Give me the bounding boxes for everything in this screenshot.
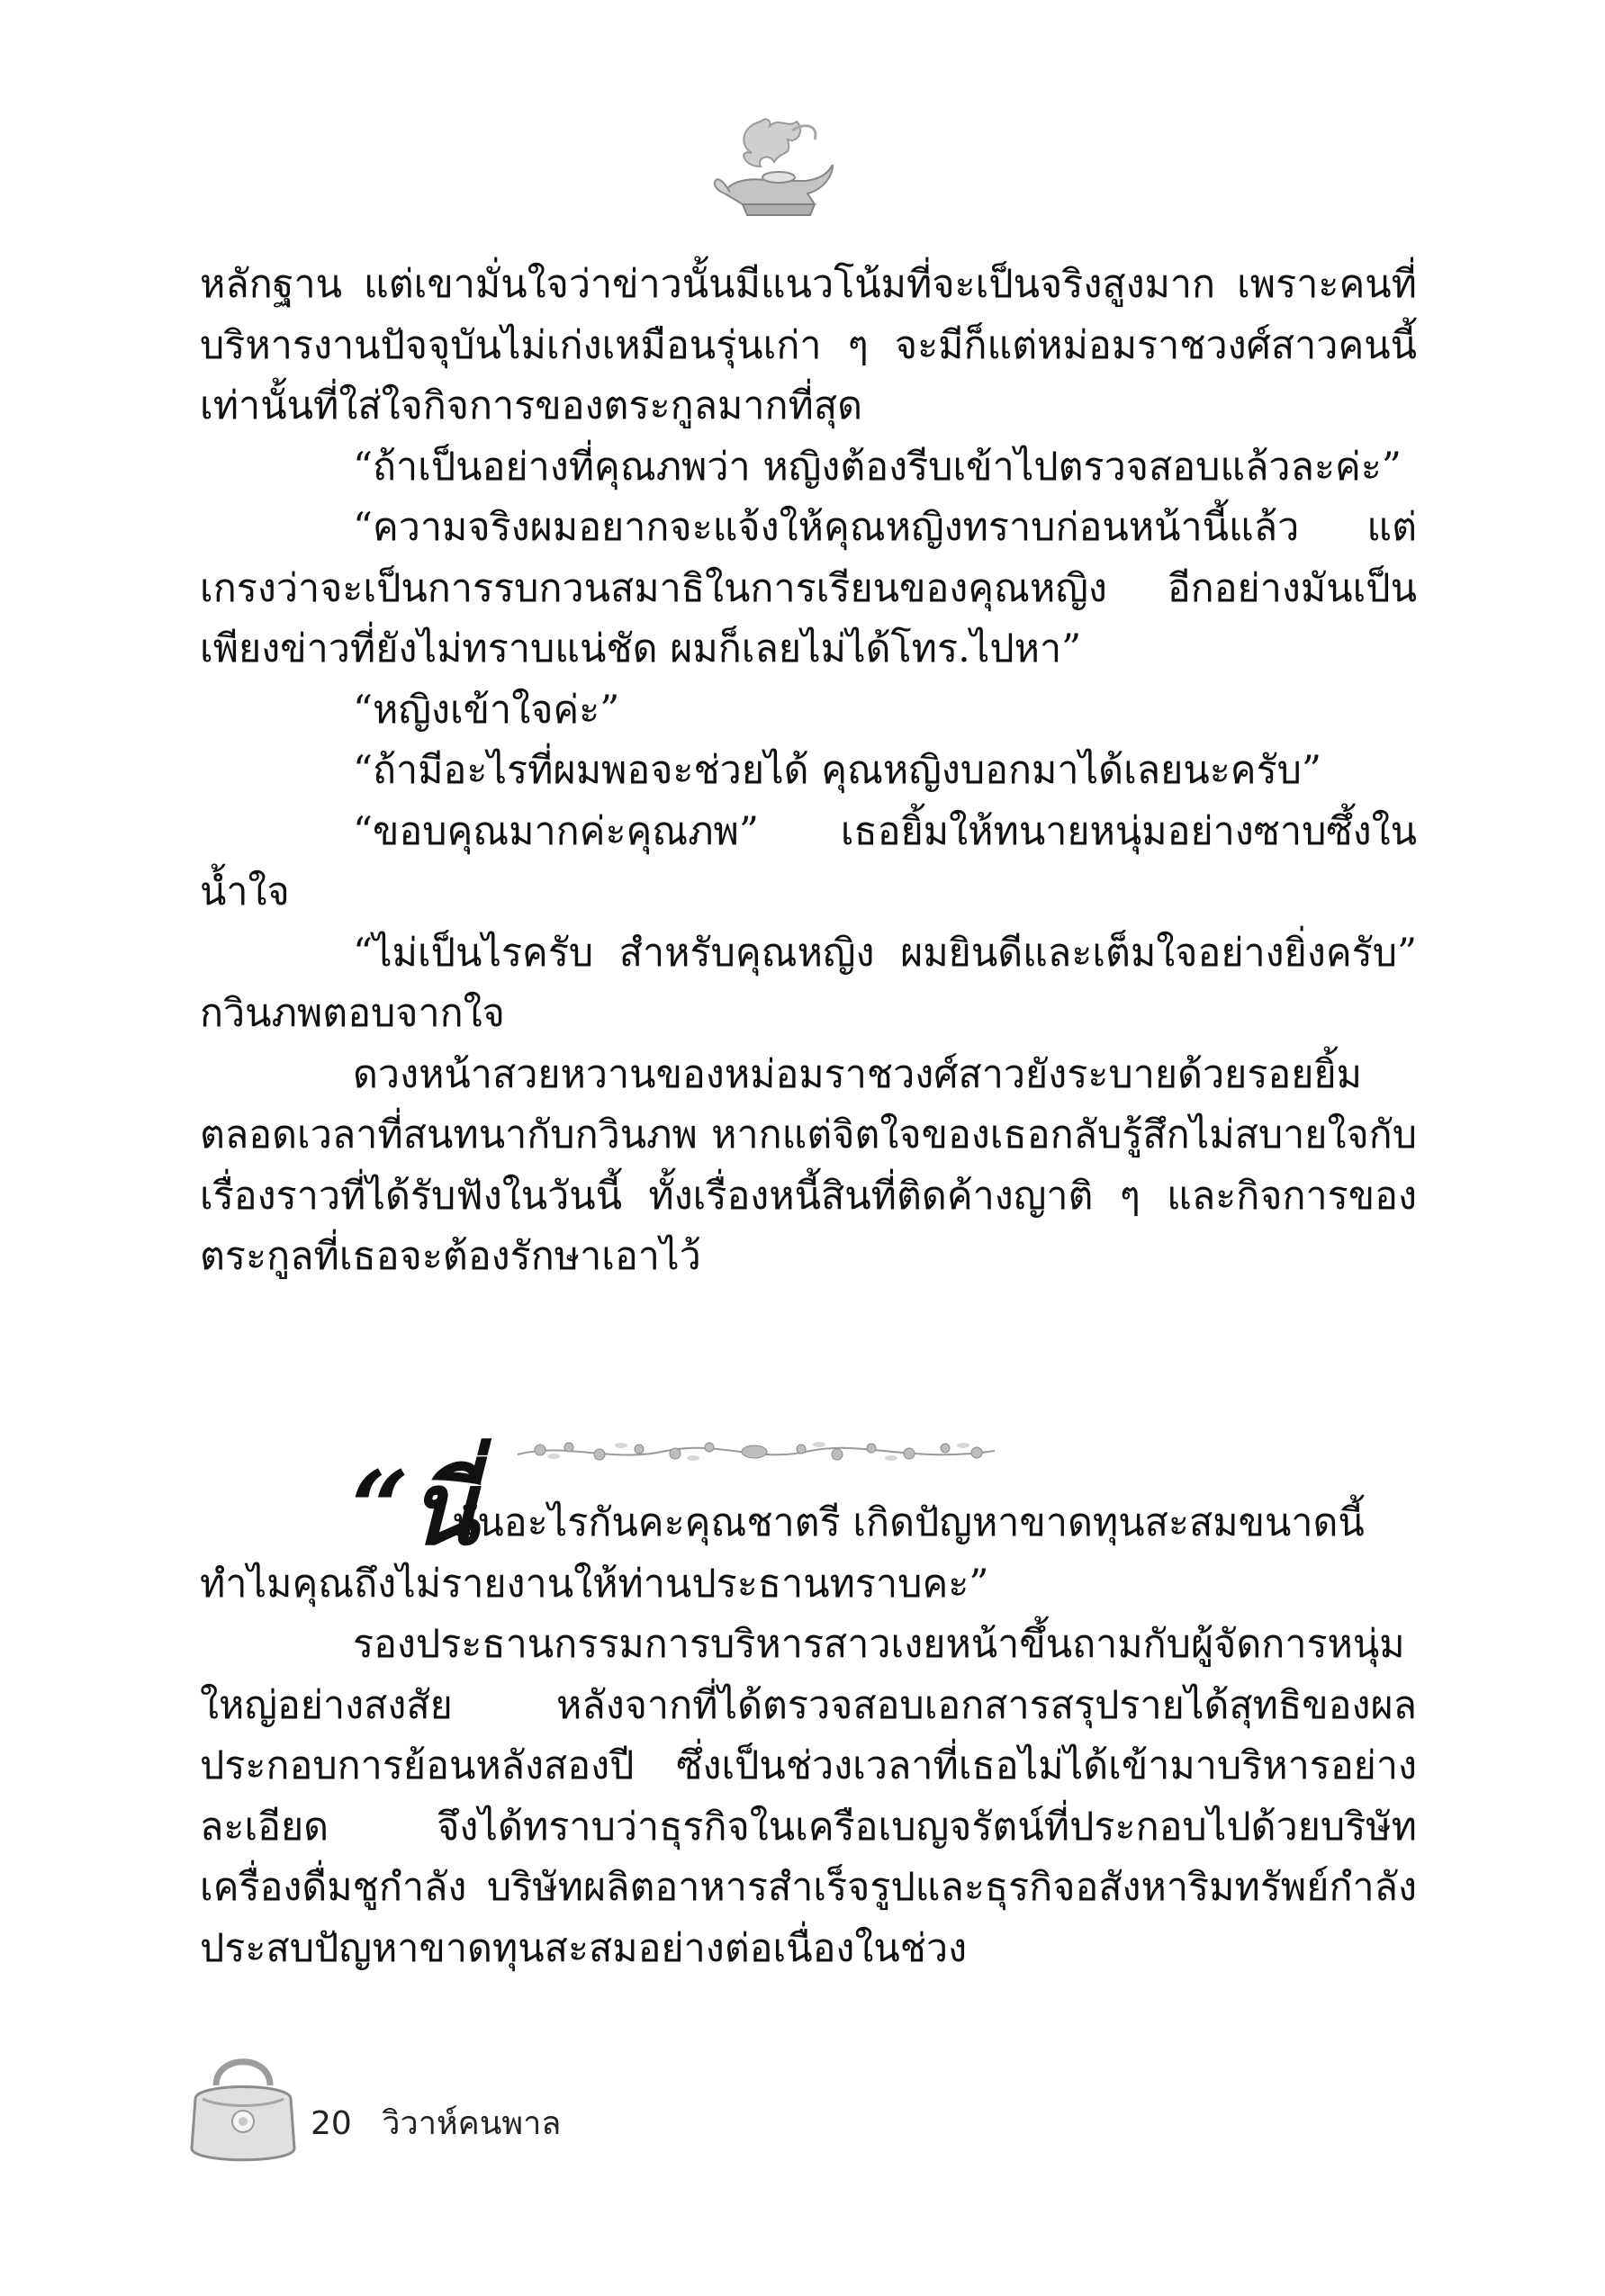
paragraph: “ถ้าเป็นอย่างที่คุณภพว่า หญิงต้องรีบเข้าไปตรวจสอบแล้วละค่ะ” — [353, 444, 1402, 490]
text-section-two — [200, 1450, 1417, 1979]
genie-lamp-icon — [707, 104, 842, 239]
dropcap-paragraph-start — [200, 1450, 1417, 1568]
floral-vine-divider-icon — [513, 1436, 999, 1467]
dropcap: “นี่ — [351, 1450, 478, 1568]
paragraph: ทำไมคุณถึงไม่รายงานให้ท่านประธานทราบคะ” — [200, 1561, 989, 1607]
paragraph: “ขอบคุณมากค่ะคุณภพ” เธอยิ้มให้ทนายหนุ่มอย่างซาบซึ้งในน้ำใจ — [200, 808, 1417, 914]
paragraph: รองประธานกรรมการบริหารสาวเงยหน้าขึ้นถามกับผู้จัดการหนุ่มใหญ่อย่างสงสัย หลังจากที่ได้ตรวจสอบเอกสารสรุปรายได้สุทธิของผลประกอบการย้อนหลังสองปี ซึ่งเป็นช่วงเวลาที่เธอไม่ได้เข้ามาบริหารอย่างละเอียด จึงได้ทราบว่าธุรกิจในเครือเบญจรัตน์ที่ประกอบไปด้วยบริษัทเครื่องดื่มชูกำลัง บริษัทผลิตอาหารสำเร็จรูปและธุรกิจอสังหาริมทรัพย์กำลังประสบปัญหาขาดทุนสะสมอย่างต่อเนื่องในช่วง — [200, 1622, 1417, 1971]
text-section-one — [200, 255, 1417, 1288]
page-number: 20 — [311, 2105, 352, 2142]
page-footer — [311, 2097, 561, 2148]
paragraph: “หญิงเข้าใจค่ะ” — [353, 687, 620, 733]
paragraph: “ความจริงผมอยากจะแจ้งให้คุณหญิงทราบก่อนหน้านี้แล้ว แต่เกรงว่าจะเป็นการรบกวนสมาธิในการเรียนของคุณหญิง อีกอย่างมันเป็นเพียงข่าวที่ยังไม่ทราบแน่ชัด ผมก็เลยไม่ได้โทร.ไปหา” — [200, 505, 1417, 671]
dropcap-line-text: มันอะไรกันคะคุณชาตรี เกิดปัญหาขาดทุนสะสมขนาดนี้ — [452, 1500, 1365, 1545]
paragraph: “ถ้ามีอะไรที่ผมพอจะช่วยได้ คุณหญิงบอกมาได้เลยนะครับ” — [353, 748, 1321, 793]
paragraph: ดวงหน้าสวยหวานของหม่อมราชวงศ์สาวยังระบายด้วยรอยยิ้มตลอดเวลาที่สนทนากับกวินภพ หากแต่จิตใจของเธอกลับรู้สึกไม่สบายใจกับเรื่องราวที่ได้รับฟังในวันนี้ ทั้งเรื่องหนี้สินที่ติดค้างญาติ ๆ และกิจการของตระกูลที่เธอจะต้องรักษาเอาไว้ — [200, 1051, 1417, 1279]
paragraph: “ไม่เป็นไรครับ สำหรับคุณหญิง ผมยินดีและเต็มใจอย่างยิ่งครับ” กวินภพตอบจากใจ — [200, 930, 1417, 1036]
book-title: วิวาห์คนพาล — [382, 2105, 562, 2142]
paragraph: หลักฐาน แต่เขามั่นใจว่าข่าวนั้นมีแนวโน้มที่จะเป็นจริงสูงมาก เพราะคนที่บริหารงานปัจจุบันไม่เก่งเหมือนรุ่นเก่า ๆ จะมีก็แต่หม่อมราชวงศ์สาวคนนี้เท่านั้นที่ใส่ใจกิจการของตระกูลมากที่สุด — [200, 262, 1417, 428]
handbag-icon — [185, 2036, 302, 2171]
